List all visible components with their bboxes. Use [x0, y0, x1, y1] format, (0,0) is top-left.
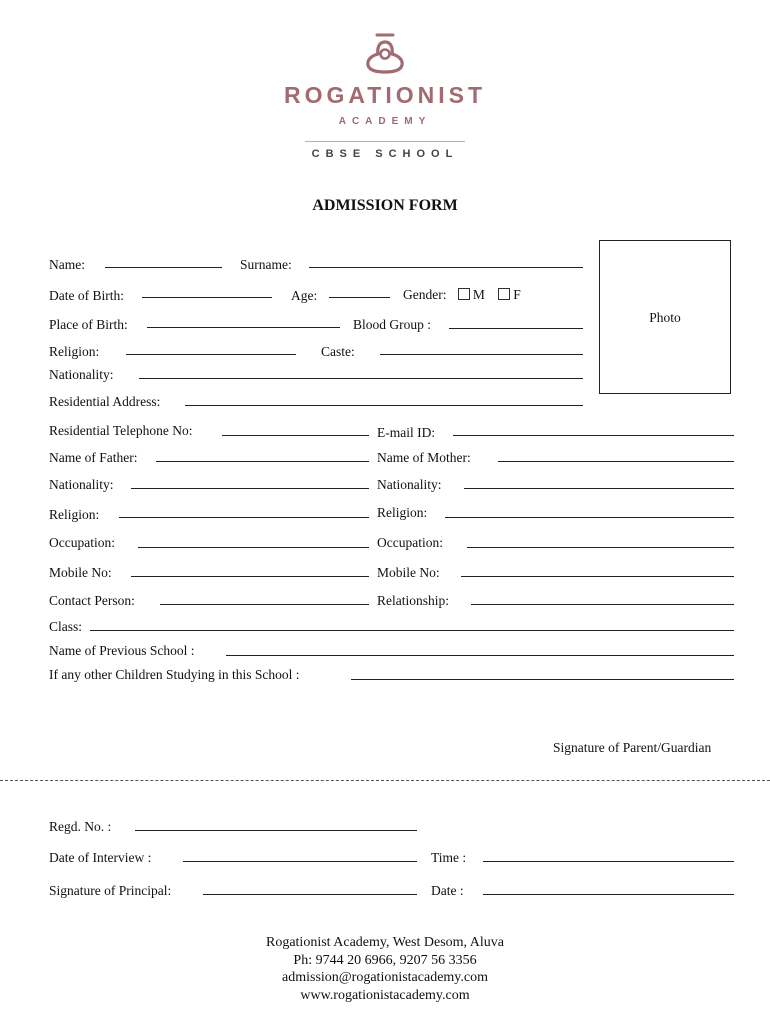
father-occupation-label: Occupation: [49, 535, 115, 550]
address-field[interactable] [185, 405, 583, 406]
brand-divider [305, 141, 465, 142]
regd-no-label: Regd. No. : [49, 819, 112, 834]
mother-nationality-label: Nationality: [377, 477, 442, 492]
brand-subtitle: ACADEMY [338, 116, 432, 127]
father-name-field[interactable] [156, 461, 369, 462]
telephone-label: Residential Telephone No: [49, 423, 193, 438]
gender-label: Gender: [403, 287, 447, 302]
footer-address: Rogationist Academy, West Desom, Aluva [265, 935, 504, 950]
telephone-field[interactable] [222, 435, 369, 436]
mother-name-label: Name of Mother: [377, 450, 471, 465]
mother-occupation-label: Occupation: [377, 535, 443, 550]
religion-field[interactable] [126, 354, 296, 355]
father-name-label: Name of Father: [49, 450, 138, 465]
mother-religion-label: Religion: [377, 505, 428, 520]
place-of-birth-label: Place of Birth: [49, 317, 128, 332]
photo-box[interactable] [599, 240, 731, 394]
nationality-field[interactable] [139, 378, 583, 379]
age-label: Age: [291, 288, 318, 303]
father-mobile-field[interactable] [131, 576, 369, 577]
name-label: Name: [49, 257, 85, 272]
gender-male-checkbox[interactable] [458, 288, 470, 300]
mother-name-field[interactable] [498, 461, 734, 462]
footer-contact [0, 934, 770, 1004]
blood-group-label: Blood Group : [353, 317, 432, 332]
interview-date-label: Date of Interview : [49, 850, 152, 865]
father-nationality-field[interactable] [131, 488, 369, 489]
brand-school-type: CBSE SCHOOL [311, 148, 459, 160]
dob-label: Date of Birth: [49, 288, 124, 303]
previous-school-field[interactable] [226, 655, 734, 656]
gender-female-label: F [513, 287, 521, 302]
mother-mobile-field[interactable] [461, 576, 734, 577]
blood-group-field[interactable] [449, 328, 583, 329]
mother-mobile-label: Mobile No: [377, 565, 440, 580]
father-occupation-field[interactable] [138, 547, 369, 548]
footer-phone: Ph: 9744 20 6966, 9207 56 3356 [293, 952, 477, 968]
principal-signature-field[interactable] [203, 894, 417, 895]
relationship-field[interactable] [471, 604, 734, 605]
father-religion-field[interactable] [119, 517, 369, 518]
father-nationality-label: Nationality: [49, 477, 114, 492]
previous-school-label: Name of Previous School : [49, 643, 195, 658]
father-mobile-label: Mobile No: [49, 565, 112, 580]
photo-label: Photo [649, 310, 681, 325]
tear-off-dashed-line [0, 780, 770, 781]
name-field[interactable] [105, 267, 222, 268]
regd-no-field[interactable] [135, 830, 417, 831]
email-field[interactable] [453, 435, 734, 436]
gender-female-checkbox[interactable] [498, 288, 510, 300]
gender-male-label: M [472, 287, 485, 302]
email-label: E-mail ID: [377, 425, 436, 440]
contact-person-field[interactable] [160, 604, 369, 605]
dob-field[interactable] [142, 297, 272, 298]
class-label: Class: [49, 619, 83, 634]
mother-nationality-field[interactable] [464, 488, 734, 489]
time-label: Time : [431, 850, 467, 865]
siblings-label: If any other Children Studying in this School : [49, 667, 300, 682]
place-of-birth-field[interactable] [147, 327, 340, 328]
footer-email[interactable]: admission@rogationistacademy.com [282, 970, 488, 985]
gender-group [403, 287, 521, 303]
surname-label: Surname: [240, 257, 292, 272]
age-field[interactable] [329, 297, 390, 298]
siblings-field[interactable] [351, 679, 734, 680]
footer-website[interactable]: www.rogationistacademy.com [300, 987, 470, 1003]
class-field[interactable] [90, 630, 734, 631]
mother-religion-field[interactable] [445, 517, 734, 518]
relationship-label: Relationship: [377, 593, 449, 608]
time-field[interactable] [483, 861, 734, 862]
contact-person-label: Contact Person: [49, 593, 135, 608]
father-religion-label: Religion: [49, 507, 100, 522]
date-label: Date : [431, 883, 464, 898]
form-title: ADMISSION FORM [312, 197, 458, 214]
caste-label: Caste: [321, 344, 355, 359]
academy-logo-icon [361, 32, 409, 76]
mother-occupation-field[interactable] [467, 547, 734, 548]
date-field[interactable] [483, 894, 734, 895]
parent-signature-label: Signature of Parent/Guardian [553, 740, 712, 755]
brand-name: ROGATIONIST [283, 82, 486, 108]
caste-field[interactable] [380, 354, 583, 355]
religion-label: Religion: [49, 344, 100, 359]
principal-signature-label: Signature of Principal: [49, 883, 172, 898]
surname-field[interactable] [309, 267, 583, 268]
address-label: Residential Address: [49, 394, 161, 409]
nationality-label: Nationality: [49, 367, 114, 382]
interview-date-field[interactable] [183, 861, 417, 862]
